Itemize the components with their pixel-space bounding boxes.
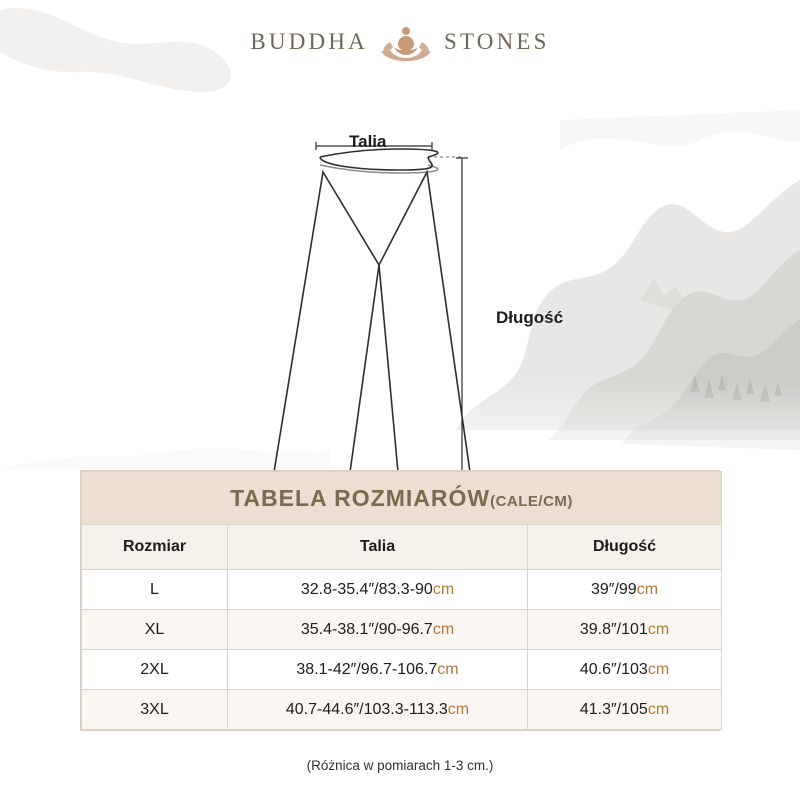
size-table [81,471,722,730]
lotus-meditation-icon [380,22,432,62]
cell-waist-value: 35.4-38.1″/90-96.7 [300,620,433,638]
brand-header [0,22,800,62]
cell-size: XL [82,610,228,650]
cell-length-unit: cm [636,580,659,598]
cell-waist-value: 38.1-42″/96.7-106.7 [296,660,438,678]
cell-length-value: 39″/99 [590,580,637,598]
column-header-length: Długość [528,525,722,570]
cell-length [528,610,722,650]
table-row [82,690,722,730]
cell-waist-unit: cm [437,660,459,678]
size-table-container [80,470,720,731]
cell-waist [228,650,528,690]
cell-length [528,690,722,730]
table-row [82,650,722,690]
measurement-note: (Różnica w pomiarach 1-3 cm.) [306,758,494,773]
table-title-main: TABELA ROZMIARÓW [230,484,491,511]
cell-length-unit: cm [647,700,670,718]
garment-illustration [0,60,800,470]
cell-length-value: 41.3″/105 [579,700,648,718]
column-header-waist: Talia [228,525,528,570]
cell-waist-value: 32.8-35.4″/83.3-90 [300,580,433,598]
cell-length-unit: cm [647,620,670,638]
cell-length [528,650,722,690]
waist-label: Talia [349,132,387,151]
table-title-cell [82,472,722,525]
cell-waist-value: 40.7-44.6″/103.3-113.3 [285,700,448,718]
cell-waist-unit: cm [432,620,455,638]
column-header-size: Rozmiar [82,525,228,570]
cell-size: L [82,570,228,610]
brand-word-right: STONES [443,29,550,54]
table-title-row [82,472,722,525]
cell-waist-unit: cm [447,700,470,718]
table-row [82,570,722,610]
table-header-row [82,525,722,570]
cell-length [528,570,722,610]
cell-waist-unit: cm [432,580,455,598]
table-row [82,610,722,650]
cell-length-unit: cm [647,660,670,678]
cell-waist [228,570,528,610]
cell-length-value: 40.6″/103 [579,660,648,678]
table-title-unit: (CALE/CM) [490,492,573,510]
length-label: Długość [496,308,564,327]
brand-word-left: BUDDHA [250,29,368,54]
cell-waist [228,690,528,730]
cell-length-value: 39.8″/101 [579,620,648,638]
cell-size: 3XL [82,690,228,730]
wide-leg-pants-outline-icon [0,60,800,470]
cell-waist [228,610,528,650]
cell-size: 2XL [82,650,228,690]
